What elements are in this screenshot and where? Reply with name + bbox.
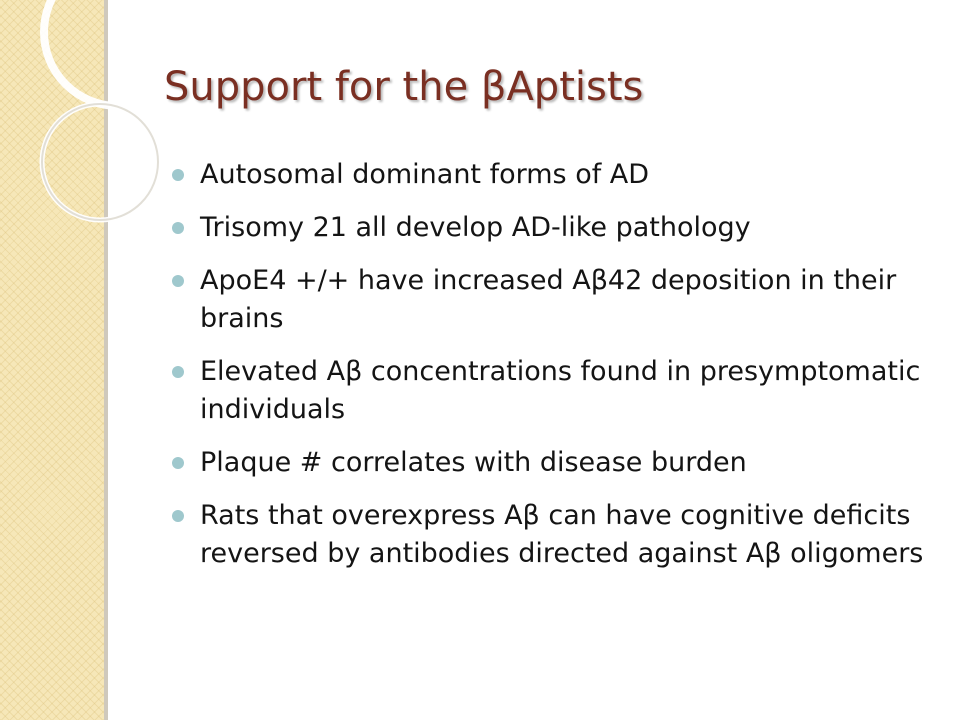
bullet-item (172, 156, 932, 194)
bullet-text: Plaque # correlates with disease burden (200, 447, 747, 478)
slide-title: Support for the βAptists (164, 64, 644, 110)
bullet-text: Trisomy 21 all develop AD-like pathology (200, 212, 751, 243)
bullet-text: Autosomal dominant forms of AD (200, 159, 650, 190)
bullet-item (172, 497, 932, 573)
bullet-item (172, 353, 932, 429)
bullet-text: Elevated Aβ concentrations found in presymptomatic individuals (200, 356, 921, 425)
bullet-item (172, 262, 932, 338)
bullet-marker (172, 366, 184, 378)
bullet-marker (172, 222, 184, 234)
bullet-item (172, 209, 932, 247)
decorative-circles (0, 0, 160, 260)
bullet-text: Rats that overexpress Aβ can have cognitive deficits reversed by antibodies directed against Aβ oligomers (200, 500, 924, 569)
bullet-list (172, 156, 932, 588)
bullet-marker (172, 169, 184, 181)
bullet-marker (172, 275, 184, 287)
bullet-marker (172, 510, 184, 522)
bullet-item (172, 444, 932, 482)
bullet-text: ApoE4 +/+ have increased Aβ42 deposition in their brains (200, 265, 897, 334)
bullet-marker (172, 457, 184, 469)
